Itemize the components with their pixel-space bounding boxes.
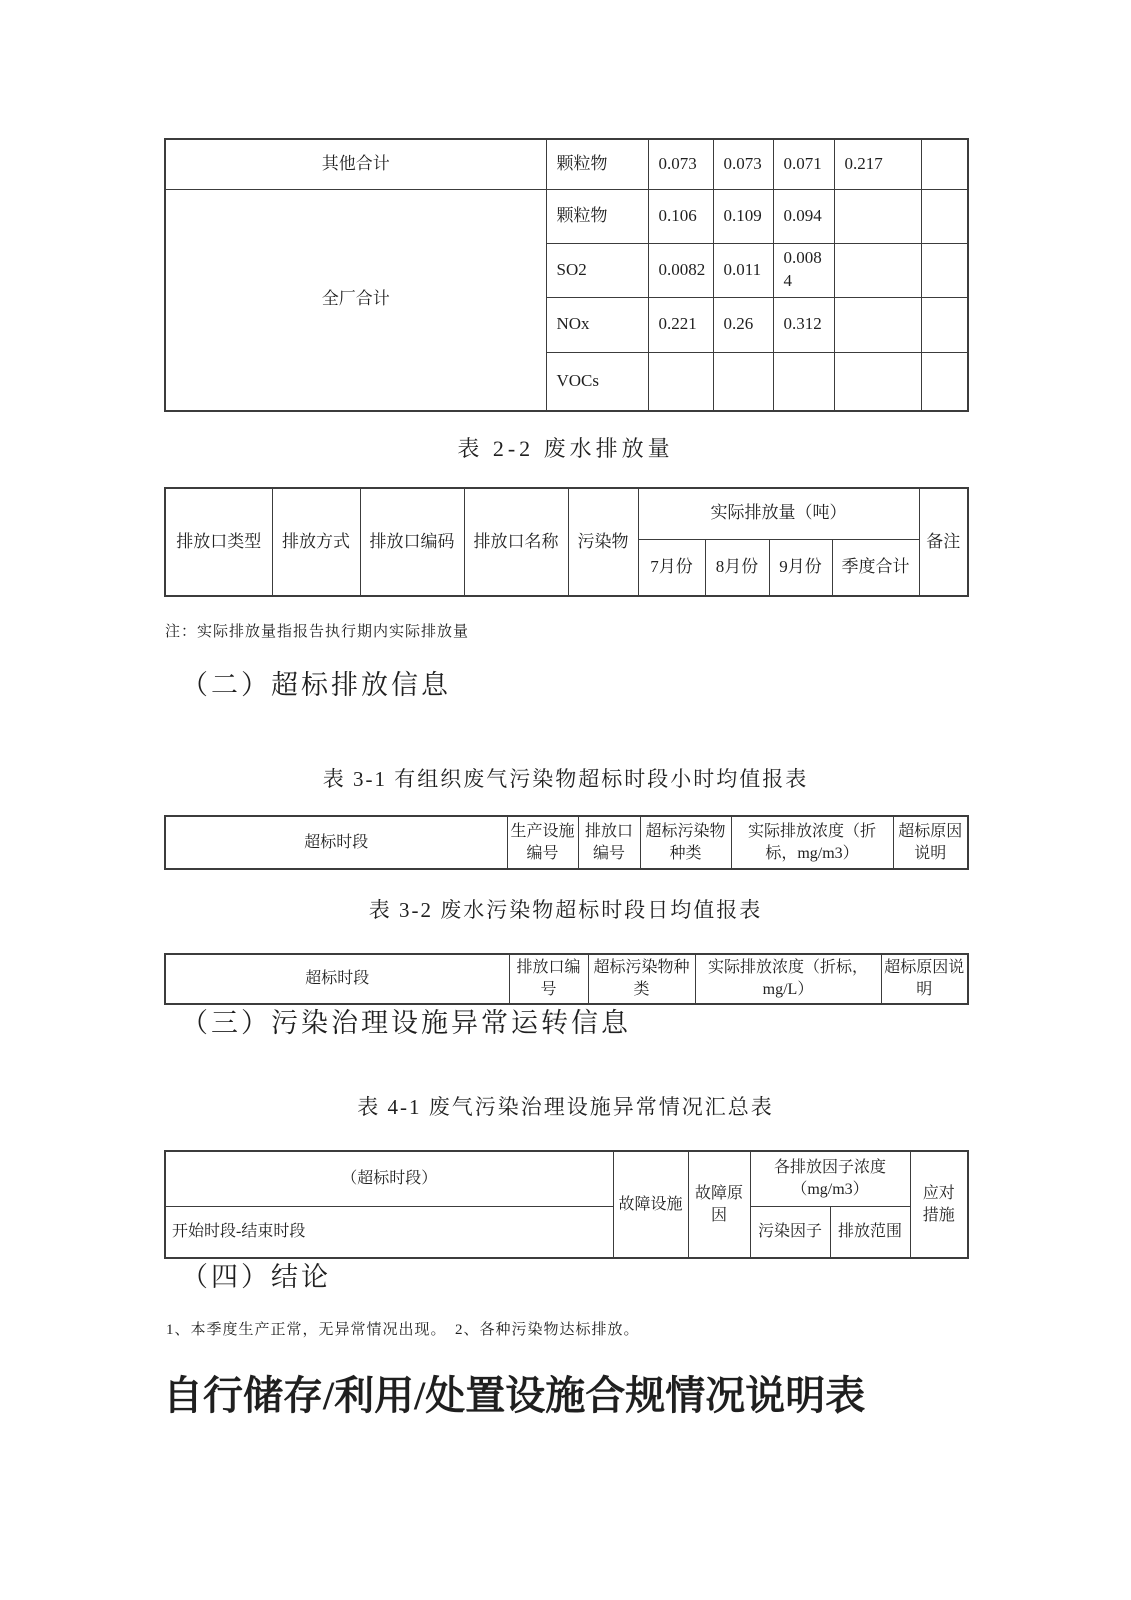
value-cell (834, 243, 921, 297)
value-cell: 0.073 (713, 139, 773, 189)
header-outlet-name: 排放口名称 (464, 488, 568, 596)
value-cell (713, 352, 773, 411)
value-cell: 0.0084 (773, 243, 834, 297)
header-outlet-code: 排放口编号 (578, 816, 640, 869)
remark-cell (921, 189, 968, 243)
remark-cell (921, 243, 968, 297)
pollutant-cell: 颗粒物 (546, 139, 648, 189)
table-4-1-title: 表 4-1 废气污染治理设施异常情况汇总表 (357, 1095, 774, 1119)
header-fault-reason: 故障原因 (688, 1151, 750, 1258)
gas-exceedance-hourly-table (164, 815, 969, 870)
table-header-row (165, 954, 968, 1004)
header-actual-emission-group: 实际排放量（吨） (638, 488, 919, 539)
row-label-plant-total: 全厂合计 (165, 189, 546, 411)
value-cell: 0.217 (834, 139, 921, 189)
storage-disposal-facility-title: 自行储存/利用/处置设施合规情况说明表 (163, 1373, 866, 1418)
header-remark: 备注 (919, 488, 968, 596)
table-3-1-title: 表 3-1 有组织废气污染物超标时段小时均值报表 (322, 767, 809, 791)
value-cell: 0.109 (713, 189, 773, 243)
pollutant-cell: SO2 (546, 243, 648, 297)
header-outlet-code: 排放口编号 (509, 954, 588, 1004)
header-factor-concentration-group: 各排放因子浓度（mg/m3） (750, 1151, 910, 1206)
remark-cell (921, 139, 968, 189)
section-heading-abnormal-operation: （三）污染治理设施异常运转信息 (181, 1008, 631, 1038)
header-month-july: 7月份 (638, 539, 705, 596)
row-label-other-total: 其他合计 (165, 139, 546, 189)
table-row (165, 139, 968, 189)
value-cell: 0.011 (713, 243, 773, 297)
value-cell: 0.26 (713, 297, 773, 352)
header-pollutant-type: 超标污染物种类 (588, 954, 695, 1004)
value-cell (834, 352, 921, 411)
table-row (165, 189, 968, 243)
header-pollution-factor: 污染因子 (750, 1206, 830, 1258)
header-reason: 超标原因说明 (881, 954, 968, 1004)
table-header-row (165, 488, 968, 539)
value-cell (834, 189, 921, 243)
header-exceedance-period: 超标时段 (165, 816, 507, 869)
header-measures: 应对措施 (910, 1151, 968, 1258)
treatment-facility-abnormal-table (164, 1150, 969, 1259)
remark-cell (921, 352, 968, 411)
value-cell: 0.312 (773, 297, 834, 352)
table-header-row (165, 816, 968, 869)
header-outlet-code: 排放口编码 (360, 488, 464, 596)
remark-cell (921, 297, 968, 352)
header-month-august: 8月份 (705, 539, 769, 596)
section-heading-conclusion: （四）结论 (181, 1262, 331, 1292)
header-pollutant: 污染物 (568, 488, 638, 596)
header-facility-code: 生产设施编号 (507, 816, 578, 869)
header-actual-concentration: 实际排放浓度（折标，mg/m3） (731, 816, 893, 869)
table-3-2-title: 表 3-2 废水污染物超标时段日均值报表 (368, 898, 763, 922)
table-2-2-title: 表 2-2 废水排放量 (457, 436, 674, 461)
value-cell: 0.094 (773, 189, 834, 243)
header-actual-concentration: 实际排放浓度（折标，mg/L） (695, 954, 881, 1004)
value-cell: 0.071 (773, 139, 834, 189)
header-exceedance-period: （超标时段） (165, 1151, 613, 1206)
header-outlet-type: 排放口类型 (165, 488, 272, 596)
pollutant-cell: VOCs (546, 352, 648, 411)
wastewater-emission-table (164, 487, 969, 597)
value-cell (834, 297, 921, 352)
table-note: 注：实际排放量指报告执行期内实际排放量 (165, 624, 470, 640)
pollutant-cell: 颗粒物 (546, 189, 648, 243)
emission-totals-table (164, 138, 969, 412)
header-pollutant-type: 超标污染物种类 (640, 816, 731, 869)
value-cell (648, 352, 713, 411)
header-month-september: 9月份 (769, 539, 832, 596)
header-quarter-total: 季度合计 (832, 539, 919, 596)
value-cell (773, 352, 834, 411)
pollutant-cell: NOx (546, 297, 648, 352)
section-heading-exceedance-info: （二）超标排放信息 (181, 670, 451, 700)
value-cell: 0.0082 (648, 243, 713, 297)
table-header-row (165, 1206, 968, 1258)
table-header-row (165, 1151, 968, 1206)
header-fault-facility: 故障设施 (613, 1151, 688, 1258)
header-discharge-mode: 排放方式 (272, 488, 360, 596)
value-cell: 0.106 (648, 189, 713, 243)
header-start-end-period: 开始时段-结束时段 (165, 1206, 613, 1258)
header-emission-range: 排放范围 (830, 1206, 910, 1258)
conclusion-text: 1、本季度生产正常，无异常情况出现。 2、各种污染物达标排放。 (166, 1322, 640, 1338)
header-exceedance-period: 超标时段 (165, 954, 509, 1004)
value-cell: 0.073 (648, 139, 713, 189)
value-cell: 0.221 (648, 297, 713, 352)
water-exceedance-daily-table (164, 953, 969, 1005)
header-reason: 超标原因说明 (893, 816, 968, 869)
